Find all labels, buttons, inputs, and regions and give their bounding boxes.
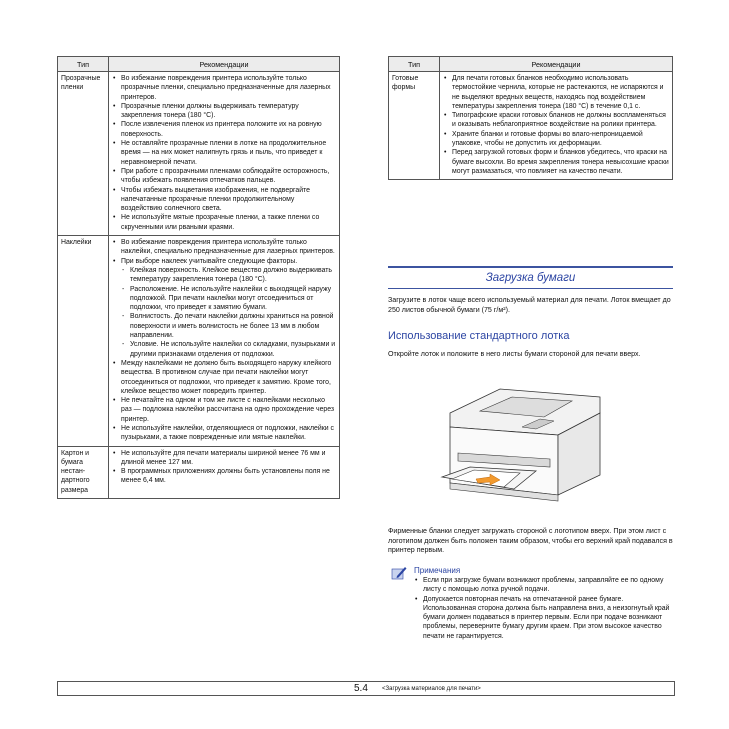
table-row <box>58 72 340 236</box>
list-item: • В программных приложениях должны быть установлены поля не менее 6,4 мм. <box>112 467 336 486</box>
header-type: Тип <box>389 57 440 72</box>
left-recommendations-table <box>57 56 340 499</box>
list-item: • Во избежание повреждения принтера используйте только прозрачные пленки, специально предназначенные для лазерных принтеров. <box>112 74 336 102</box>
footer-caption: <Загрузка материалов для печати> <box>382 686 481 692</box>
row-type-labels: Наклейки <box>58 236 109 447</box>
list-item: • Типографские краски готовых бланков не должны воспламеняться и оказывать неблагоприятное воздействие на ролики принтера. <box>443 111 669 130</box>
row-type-transparencies: Прозрачные пленки <box>58 72 109 236</box>
header-recommendations: Рекомендации <box>440 57 673 72</box>
list-item: • После извлечения пленок из принтера положите их на ровную поверхность. <box>112 120 336 139</box>
list-item: • Не используйте мятые прозрачные пленки, а также пленки со скрученными или рваными краями. <box>112 213 336 232</box>
row-recommendations <box>440 72 673 180</box>
sub-list-item: - Расположение. Не используйте наклейки с выходящей наружу подложкой. При печати наклейки могут отсоединиться от подложки, что приведет к замятию бумаги. <box>121 285 336 313</box>
header-recommendations: Рекомендации <box>109 57 340 72</box>
sub-list-item: - Клейкая поверхность. Клейкое вещество должно выдерживать температуру закрепления тонера (180 °C). <box>121 266 336 285</box>
list-item: • Перед загрузкой готовых форм и бланков убедитесь, что краски на бумаге высохли. Во время закрепления тонера невысохшие краски могут размазаться, что повлияет на качество печати. <box>443 148 669 176</box>
list-item: • Между наклейками не должно быть выходящего наружу клейкого вещества. В противном случае при печати наклейки могут отсоединиться от подложки, что приведет к замятию. Кроме того, клейкое вещество может повредить принтер. <box>112 359 336 396</box>
table-row <box>58 446 340 498</box>
section-title-bar <box>388 266 673 289</box>
notes-list <box>414 576 672 641</box>
page-number: 5.4 <box>354 683 368 694</box>
table-row <box>58 236 340 447</box>
list-item: • Не оставляйте прозрачные пленки в лотке на продолжительное время — на них может налипнуть грязь и пыль, что приведет к неравномерной печати. <box>112 139 336 167</box>
row-recommendations <box>109 236 340 447</box>
list-item: • Во избежание повреждения принтера используйте только наклейки, специально предназначенные для лазерных принтеров. <box>112 238 336 257</box>
row-type-preprinted-forms: Готовые формы <box>389 72 440 180</box>
list-item: • Храните бланки и готовые формы во влаго-непроницаемой упаковке, чтобы не допустить их деформации. <box>443 130 669 149</box>
subsection-title: Использование стандартного лотка <box>388 330 570 342</box>
table-header <box>389 57 673 72</box>
note-item: • Если при загрузке бумаги возникают проблемы, заправляйте ее по одному листу с помощью лотка ручной подачи. <box>414 576 672 595</box>
row-recommendations <box>109 446 340 498</box>
list-item: • Не печатайте на одном и том же листе с наклейками несколько раз — подложка наклейки рассчитана на одно прохождение через принтер. <box>112 396 336 424</box>
table-row <box>389 72 673 180</box>
step-text: Откройте лоток и положите в него листы бумаги стороной для печати вверх. <box>388 350 641 358</box>
notes-title: Примечания <box>414 566 461 575</box>
printer-illustration <box>440 383 610 513</box>
list-item: • При работе с прозрачными пленками соблюдайте осторожность, чтобы избежать появления отпечатков пальцев. <box>112 167 336 186</box>
sub-list-item: - Условие. Не используйте наклейки со складками, пузырьками и другими признаками отделения от подложки. <box>121 340 336 359</box>
note-item: • Допускается повторная печать на отпечатанной ранее бумаге. Использованная сторона должна быть направлена вниз, а неизогнутый край бумаги должен подаваться в принтер первым. Если при подаче возникают проблемы, переверните бумагу другим краем. При этом высокое качество печати не гарантируется. <box>414 595 672 641</box>
list-item: • Для печати готовых бланков необходимо использовать термостойкие чернила, которые не растекаются, не испаряются и не выделяют вредных веществ, находясь под воздействием температуры закрепления тонера (180 °C) в течение 0,1 с. <box>443 74 669 111</box>
list-item-text: При выборе наклеек учитывайте следующие факторы. <box>121 257 298 265</box>
list-item: • Чтобы избежать выцветания изображения, не подвергайте напечатанные прозрачные пленки продолжительному воздействию солнечного света. <box>112 186 336 214</box>
list-item: • Прозрачные пленки должны выдерживать температуру закрепления тонера (180 °C). <box>112 102 336 121</box>
list-item: • Не используйте для печати материалы шириной менее 76 мм и длиной менее 127 мм. <box>112 449 336 468</box>
page-footer <box>57 681 675 696</box>
right-recommendations-table <box>388 56 673 180</box>
section-title: Загрузка бумаги <box>485 272 576 284</box>
section-intro: Загрузите в лоток чаще всего используемый материал для печати. Лоток вмещает до 250 листов обычной бумаги (75 г/м²). <box>388 296 671 314</box>
list-item: • Не используйте наклейки, отделяющиеся от подложки, наклейки с пузырьками, а также поврежденные или мятые наклейки. <box>112 424 336 443</box>
table-header <box>58 57 340 72</box>
header-type: Тип <box>58 57 109 72</box>
row-recommendations <box>109 72 340 236</box>
row-type-cardstock: Картон и бумага нестан-дартного размера <box>58 446 109 498</box>
sub-list <box>112 266 336 359</box>
sub-list-item: - Волнистость. До печати наклейки должны храниться на ровной поверхности и иметь волнистость не более 13 мм в любом направлении. <box>121 312 336 340</box>
letterhead-text: Фирменные бланки следует загружать стороной с логотипом вверх. При этом лист с логотипом должен быть положен таким образом, чтобы его верхний край подавался в принтер первым. <box>388 527 673 554</box>
list-item <box>112 257 336 359</box>
notes-pencil-icon <box>391 566 407 580</box>
